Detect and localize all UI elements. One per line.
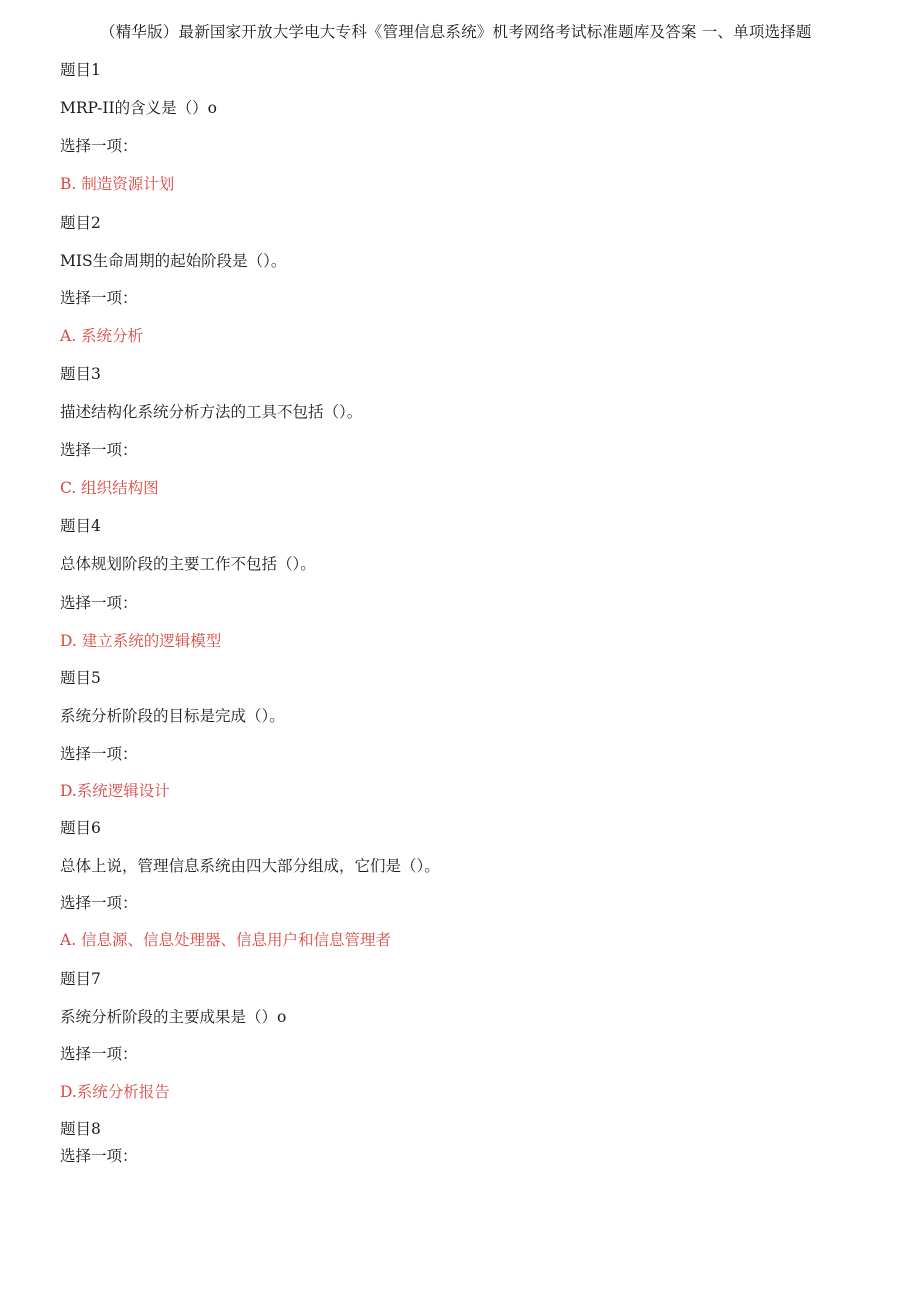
- choose-one-label: 选择一项：: [60, 594, 138, 612]
- answer-text: D.系统分析报告: [60, 1083, 170, 1101]
- choose-one-label: 选择一项：: [60, 1147, 138, 1165]
- answer-text: A. 信息源、信息处理器、信息用户和信息管理者: [60, 931, 392, 949]
- question-number: 题目1: [60, 61, 101, 79]
- question-number: 题目4: [60, 517, 101, 535]
- answer-text: C. 组织结构图: [60, 479, 159, 497]
- choose-one-label: 选择一项：: [60, 441, 138, 459]
- question-number: 题目6: [60, 819, 101, 837]
- choose-one-label: 选择一项：: [60, 894, 138, 912]
- question-text: 总体规划阶段的主要工作不包括（）。: [60, 555, 316, 573]
- question-text: 总体上说，管理信息系统由四大部分组成，它们是（）。: [60, 857, 440, 875]
- choose-one-label: 选择一项：: [60, 137, 138, 155]
- question-text: 描述结构化系统分析方法的工具不包括（）。: [60, 403, 363, 421]
- question-number: 题目7: [60, 970, 101, 988]
- answer-text: D.系统逻辑设计: [60, 782, 170, 800]
- choose-one-label: 选择一项：: [60, 745, 138, 763]
- question-text: 系统分析阶段的目标是完成（）。: [60, 707, 285, 725]
- choose-one-label: 选择一项：: [60, 1045, 138, 1063]
- question-text: MIS生命周期的起始阶段是（）。: [60, 252, 287, 270]
- question-number: 题目5: [60, 669, 101, 687]
- question-number: 题目8: [60, 1120, 101, 1138]
- question-number: 题目3: [60, 365, 101, 383]
- answer-text: A. 系统分析: [60, 327, 144, 345]
- choose-one-label: 选择一项：: [60, 289, 138, 307]
- answer-text: B. 制造资源计划: [60, 175, 175, 193]
- document-title: （精华版）最新国家开放大学电大专科《管理信息系统》机考网络考试标准题库及答案 一、单项选择题: [100, 23, 812, 41]
- question-text: 系统分析阶段的主要成果是（）o: [60, 1008, 287, 1026]
- question-text: MRP-II的含义是（）o: [60, 99, 217, 117]
- answer-text: D. 建立系统的逻辑模型: [60, 632, 222, 650]
- question-number: 题目2: [60, 214, 101, 232]
